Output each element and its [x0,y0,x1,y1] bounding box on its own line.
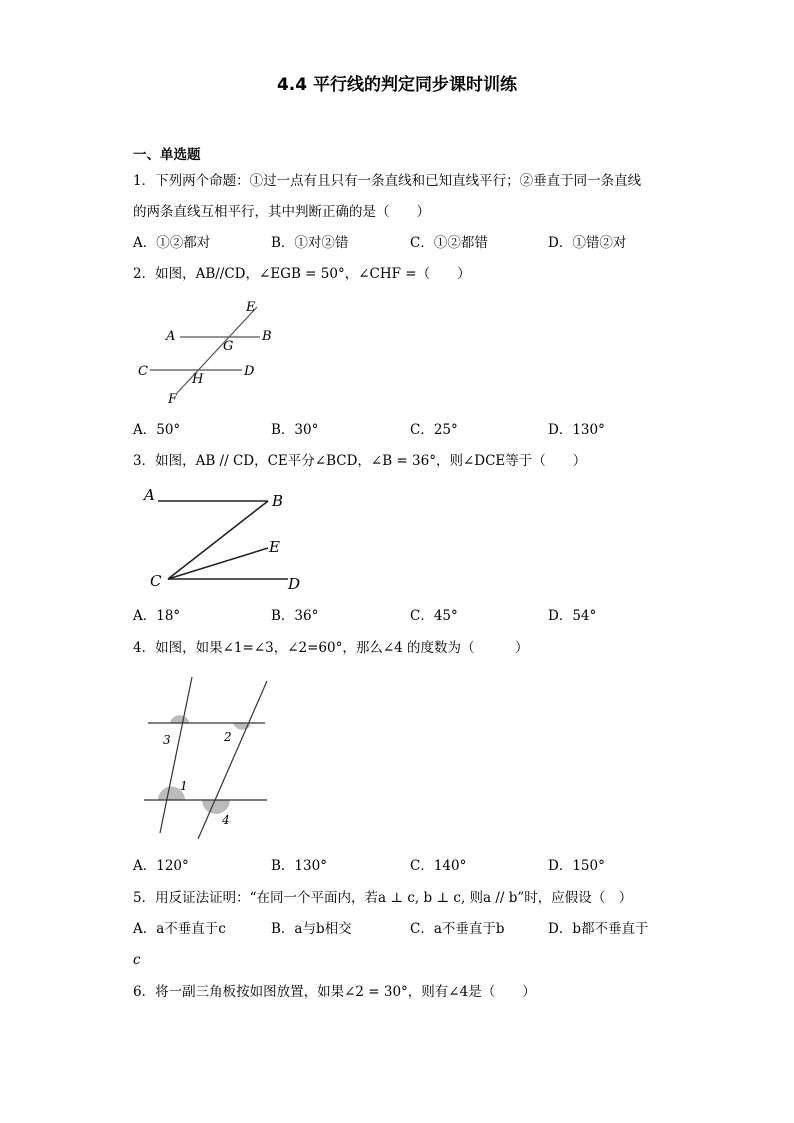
page-title: 4.4 平行线的判定同步课时训练 [276,75,518,95]
q3-stem: 3．如图，AB // CD，CE平分∠BCD，∠B = 36°，则∠DCE等于（ ） [133,453,587,469]
q2-label-d: D [244,364,255,379]
q5-option-d: D．b都不垂直于 [548,921,649,937]
q5-option-c: C．a不垂直于b [410,921,505,937]
q2-option-c: C．25° [410,422,458,438]
q4-option-b: B．130° [271,858,327,874]
q1-option-d: D．①错②对 [548,235,627,251]
q2-option-b: B．30° [271,422,319,438]
q2-label-g: G [223,339,234,354]
q3-label-c: C [150,572,162,590]
section-heading: 一、单选题 [133,147,201,163]
q5-option-b: B．a与b相交 [271,921,352,937]
q3-figure [140,485,315,595]
q3-label-b: B [272,492,284,510]
q4-option-d: D．150° [548,858,605,874]
q2-label-a: A [166,329,176,344]
q3-label-e: E [269,538,280,556]
q4-label-1: 1 [180,779,188,793]
q2-stem: 2．如图，AB//CD，∠EGB = 50°，∠CHF =（ ） [133,266,471,282]
q2-option-a: A．50° [133,422,181,438]
q1-stem-line1: 1．下列两个命题：①过一点有且只有一条直线和已知直线平行；②垂直于同一条直线 [133,173,642,189]
q1-option-b: B．①对②错 [271,235,349,251]
q3-option-b: B．36° [271,608,319,624]
q4-label-3: 3 [163,733,171,747]
q1-stem-line2: 的两条直线互相平行，其中判断正确的是（ ） [133,204,430,220]
q5-option-a: A．a不垂直于c [133,921,226,937]
q1-option-a: A．①②都对 [133,235,211,251]
q4-label-2: 2 [224,730,232,744]
q2-label-b: B [262,329,272,344]
q4-stem: 4．如图，如果∠1=∠3，∠2=60°，那么∠4 的度数为（ ） [133,640,529,656]
q5-stem: 5．用反证法证明：“在同一个平面内，若a ⊥ c, b ⊥ c, 则a // b”时，应假设（ ） [133,890,633,906]
q2-label-e: E [246,300,256,315]
q4-label-4: 4 [222,813,230,827]
q4-figure [140,673,275,843]
q2-label-c: C [138,364,148,379]
q3-option-d: D．54° [548,608,597,624]
q2-label-f: F [168,392,178,407]
q3-option-c: C．45° [410,608,458,624]
q2-label-h: H [192,372,204,387]
q2-figure [130,295,290,410]
q6-stem: 6．将一副三角板按如图放置，如果∠2 = 30°，则有∠4是（ ） [133,984,536,1000]
q5-option-d-continuation: c [133,952,141,968]
q2-option-d: D．130° [548,422,605,438]
q3-label-d: D [288,575,301,593]
q3-label-a: A [144,486,155,504]
q4-option-a: A．120° [133,858,189,874]
q3-option-a: A．18° [133,608,181,624]
q4-option-c: C．140° [410,858,467,874]
q1-option-c: C．①②都错 [410,235,488,251]
